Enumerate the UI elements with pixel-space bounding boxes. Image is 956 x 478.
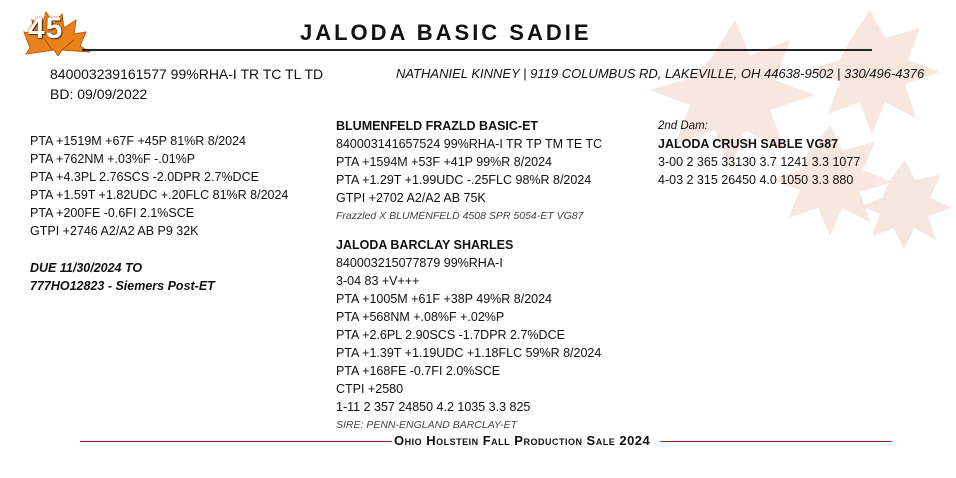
sale-title: Ohio Holstein Fall Production Sale 2024	[394, 433, 651, 448]
birth-date: BD: 09/09/2022	[50, 86, 148, 102]
dam-line: 1-11 2 357 24850 4.2 1035 3.3 825	[336, 400, 531, 414]
dam-section	[336, 236, 601, 434]
dam-name: JALODA BARCLAY SHARLES	[336, 238, 514, 252]
second-dam-line: 3-00 2 365 33130 3.7 1241 3.3 1077	[658, 155, 861, 169]
second-dam-section	[658, 117, 860, 189]
sire-line: PTA +1594M +53F +41P 99%R 8/2024	[336, 155, 553, 169]
due-info	[30, 259, 215, 295]
due-service-sire: 777HO12823 - Siemers Post-ET	[30, 279, 215, 293]
genomic-line: PTA +1519M +67F +45P 81%R 8/2024	[30, 134, 247, 148]
dam-line: 3-04 83 +V+++	[336, 274, 420, 288]
second-dam-name: JALODA CRUSH SABLE VG87	[658, 137, 839, 151]
genomic-line: PTA +1.59T +1.82UDC +.20FLC 81%R 8/2024	[30, 188, 289, 202]
genomic-line: PTA +762NM +.03%F -.01%P	[30, 152, 196, 166]
title-divider	[82, 49, 872, 51]
animal-name-title: JALODA BASIC SADIE	[300, 20, 592, 45]
due-date: DUE 11/30/2024 TO	[30, 261, 143, 275]
sire-line: PTA +1.29T +1.99UDC -.25FLC 98%R 8/2024	[336, 173, 592, 187]
second-dam-line: 4-03 2 315 26450 4.0 1050 3.3 880	[658, 173, 854, 187]
sire-section	[336, 117, 602, 225]
dam-line: PTA +1005M +61F +38P 49%R 8/2024	[336, 292, 553, 306]
genomic-line: PTA +4.3PL 2.76SCS -2.0DPR 2.7%DCE	[30, 170, 259, 184]
sire-line: 840003141657524 99%RHA-I TR TP TM TE TC	[336, 137, 603, 151]
footer-divider-left	[80, 441, 392, 442]
second-dam-label: 2nd Dam:	[658, 120, 708, 132]
dam-line: PTA +2.6PL 2.90SCS -1.7DPR 2.7%DCE	[336, 328, 565, 342]
sire-line: GTPI +2702 A2/A2 AB 75K	[336, 191, 486, 205]
genomic-line: PTA +200FE -0.6FI 2.1%SCE	[30, 206, 195, 220]
dam-line: 840003215077879 99%RHA-I	[336, 256, 503, 270]
consignor-info: NATHANIEL KINNEY | 9119 COLUMBUS RD, LAKEVILLE, OH 44638-9502 | 330/496-4376	[396, 66, 925, 81]
sire-name: BLUMENFELD FRAZLD BASIC-ET	[336, 119, 539, 133]
registration-line: 840003239161577 99%RHA-I TR TC TL TD	[50, 66, 324, 82]
dam-line: CTPI +2580	[336, 382, 404, 396]
footer-divider-right	[660, 441, 892, 442]
dam-line: PTA +1.39T +1.19UDC +1.18FLC 59%R 8/2024	[336, 346, 602, 360]
dam-line: PTA +568NM +.08%F +.02%P	[336, 310, 505, 324]
lot-number: 45	[28, 12, 64, 45]
dam-line: PTA +168FE -0.7FI 2.0%SCE	[336, 364, 501, 378]
sire-pedigree: Frazzled X BLUMENFELD 4508 SPR 5054-ET VG87	[336, 210, 584, 222]
genomic-line: GTPI +2746 A2/A2 AB P9 32K	[30, 224, 199, 238]
dam-sire-note: SIRE: PENN-ENGLAND BARCLAY-ET	[336, 419, 518, 431]
animal-genomics	[30, 132, 288, 240]
